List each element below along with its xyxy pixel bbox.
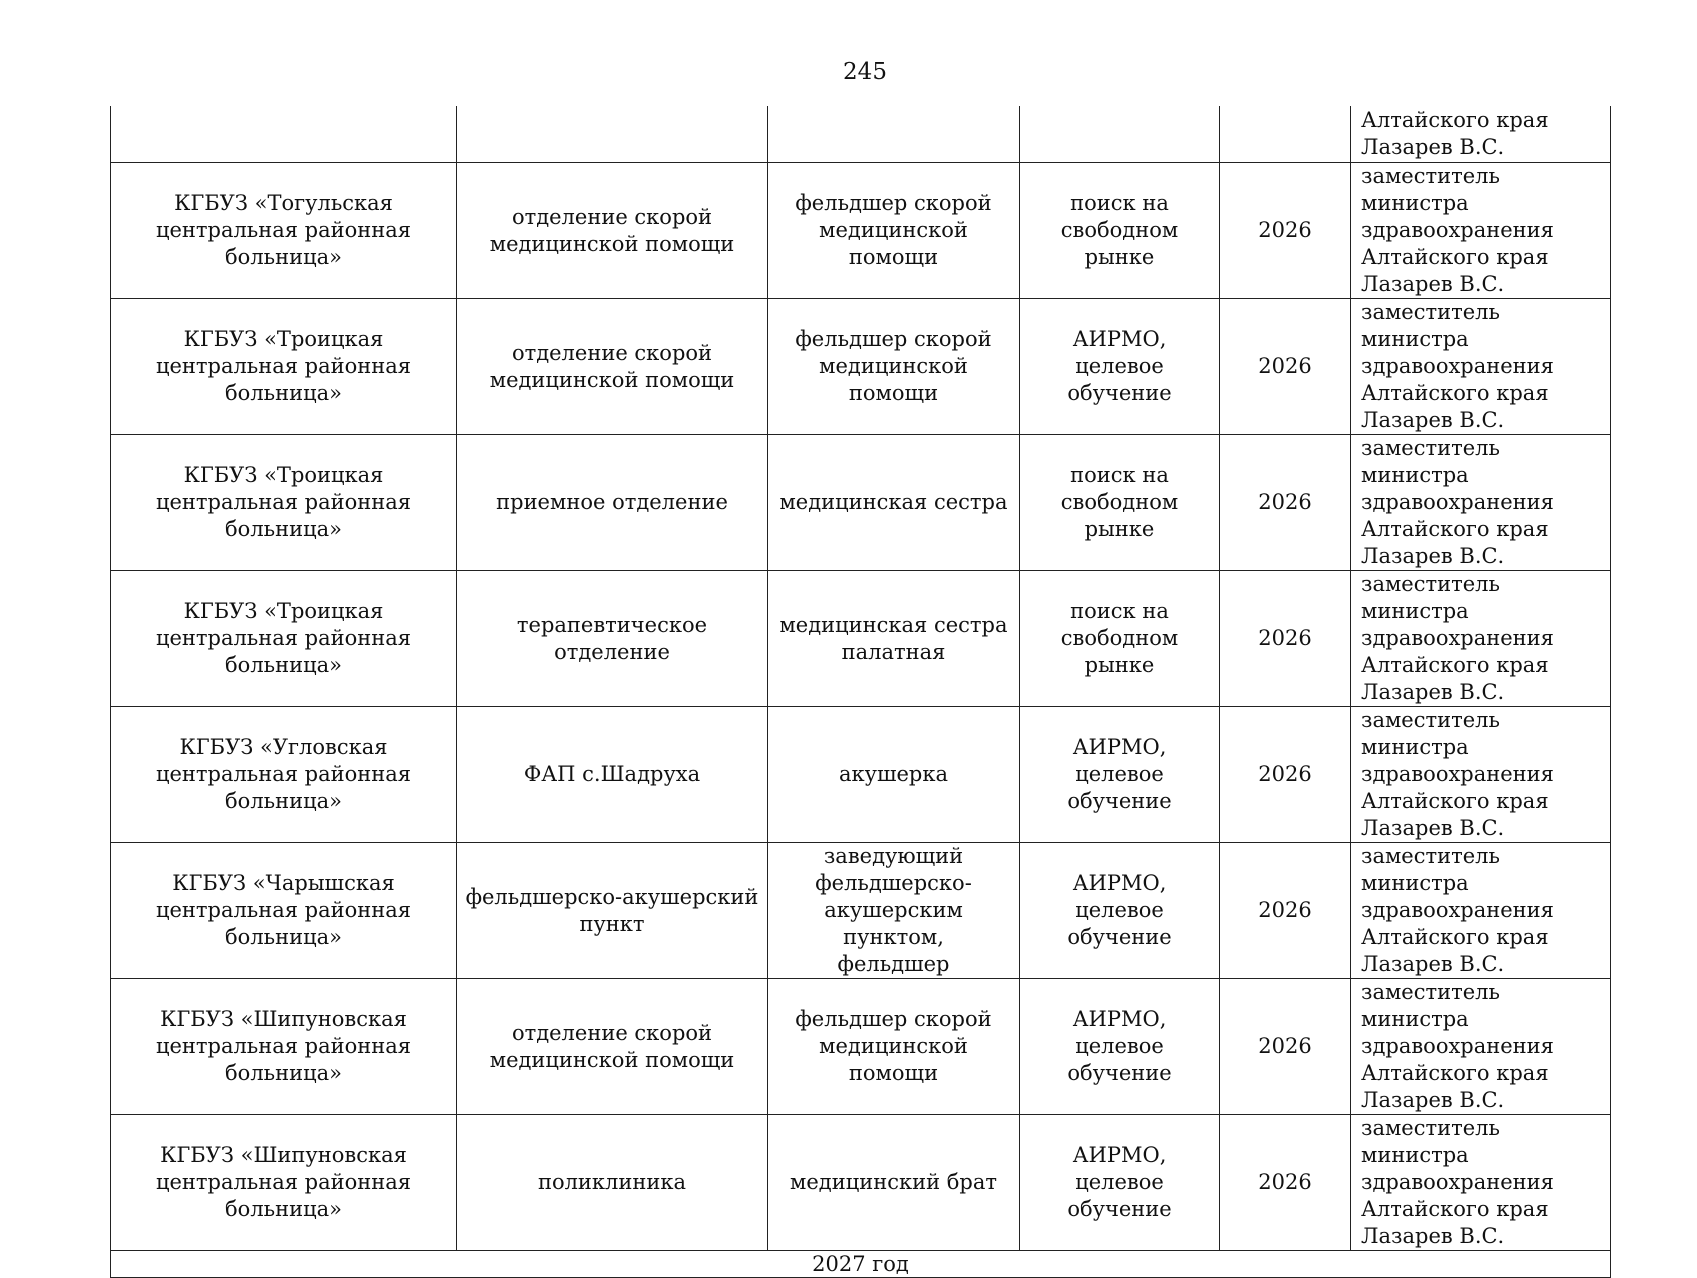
approver-line: Лазарев В.С.: [1361, 272, 1505, 296]
institution-line: КГБУЗ «Троицкая: [183, 463, 384, 487]
cell-position: [768, 707, 1020, 843]
table-row: [111, 299, 1611, 435]
cell-institution: [111, 707, 457, 843]
cell-institution: [111, 435, 457, 571]
approver-line: Лазарев В.С.: [1361, 816, 1505, 840]
approver-line: Лазарев В.С.: [1361, 408, 1505, 432]
position-line: медицинский брат: [790, 1170, 997, 1194]
approver-line: здравоохранения: [1361, 626, 1554, 650]
cell-year: [1220, 571, 1351, 707]
cell-approver: [1351, 106, 1611, 163]
institution-line: центральная районная: [155, 1170, 412, 1194]
approver-line: Лазарев В.С.: [1361, 1088, 1505, 1112]
cell-method: [1020, 571, 1220, 707]
institution-line: больница»: [225, 381, 342, 405]
table-body: [111, 106, 1611, 1278]
cell-year: [1220, 299, 1351, 435]
department-line: медицинской помощи: [489, 367, 735, 392]
staffing-table: [110, 106, 1611, 1278]
approver-line: здравоохранения: [1361, 490, 1554, 514]
table-row: [111, 979, 1611, 1115]
table-row: [111, 435, 1611, 571]
approver-line: Алтайского края: [1361, 1061, 1549, 1085]
institution-line: центральная районная: [155, 762, 412, 786]
approver-line: Алтайского края: [1361, 653, 1549, 677]
method-line: обучение: [1067, 789, 1172, 813]
institution-line: больница»: [225, 925, 342, 949]
cell-institution: [111, 163, 457, 299]
approver-line: Алтайского края: [1361, 925, 1549, 949]
department-line: приемное отделение: [496, 490, 728, 514]
method-line: целевое: [1075, 354, 1164, 378]
position-line: палатная: [841, 639, 946, 664]
approver-line: здравоохранения: [1361, 1170, 1554, 1194]
cell-position: [768, 571, 1020, 707]
cell-method: [1020, 163, 1220, 299]
method-line: поиск на: [1070, 463, 1169, 487]
approver-line: заместитель министра: [1361, 844, 1500, 895]
institution-line: КГБУЗ «Троицкая: [183, 327, 384, 351]
department-line: медицинской помощи: [489, 1047, 735, 1072]
table-row: [111, 707, 1611, 843]
institution-line: центральная районная: [155, 354, 412, 378]
cell-department: [457, 299, 768, 435]
year-value: 2026: [1258, 354, 1312, 378]
cell-institution: [111, 843, 457, 979]
cell-approver: [1351, 571, 1611, 707]
cell-department: [457, 435, 768, 571]
approver-line: здравоохранения: [1361, 218, 1554, 242]
method-line: поиск на: [1070, 599, 1169, 623]
cell-approver: [1351, 979, 1611, 1115]
cell-method: [1020, 299, 1220, 435]
method-line: АИРМО,: [1072, 735, 1167, 759]
approver-line: Алтайского края: [1361, 381, 1549, 405]
method-line: свободном: [1060, 490, 1179, 514]
institution-line: КГБУЗ «Шипуновская: [160, 1143, 407, 1167]
approver-line: заместитель министра: [1361, 572, 1500, 623]
year-value: 2026: [1258, 626, 1312, 650]
cell-year: [1220, 979, 1351, 1115]
method-line: поиск на: [1070, 191, 1169, 215]
position-line: фельдшер скорой: [795, 1007, 992, 1031]
method-line: рынке: [1084, 653, 1155, 677]
method-line: обучение: [1067, 1061, 1172, 1085]
institution-line: КГБУЗ «Троицкая: [183, 599, 384, 623]
table-row: [111, 163, 1611, 299]
approver-line: Лазарев В.С.: [1361, 952, 1505, 976]
method-line: свободном: [1060, 218, 1179, 242]
approver-line: заместитель министра: [1361, 980, 1500, 1031]
method-line: АИРМО,: [1072, 871, 1167, 895]
approver-line: заместитель министра: [1361, 708, 1500, 759]
year-value: 2026: [1258, 490, 1312, 514]
method-line: АИРМО,: [1072, 1007, 1167, 1031]
institution-line: больница»: [225, 653, 342, 677]
approver-line: Алтайского края: [1361, 108, 1549, 132]
position-line: фельдшер скорой: [795, 327, 992, 351]
institution-line: больница»: [225, 789, 342, 813]
approver-line: Алтайского края: [1361, 789, 1549, 813]
cell-approver: [1351, 163, 1611, 299]
method-line: обучение: [1067, 1197, 1172, 1221]
cell-year: [1220, 435, 1351, 571]
institution-line: больница»: [225, 245, 342, 269]
approver-line: заместитель министра: [1361, 300, 1500, 351]
cell-position: [768, 163, 1020, 299]
department-line: отделение скорой: [511, 340, 713, 365]
method-line: обучение: [1067, 925, 1172, 949]
cell-institution: [111, 106, 457, 163]
department-line: фельдшерско-акушерский: [465, 884, 759, 909]
year-value: 2026: [1258, 762, 1312, 786]
approver-line: Лазарев В.С.: [1361, 680, 1505, 704]
cell-institution: [111, 299, 457, 435]
institution-line: центральная районная: [155, 1034, 412, 1058]
method-line: обучение: [1067, 381, 1172, 405]
method-line: целевое: [1075, 762, 1164, 786]
approver-line: Алтайского края: [1361, 245, 1549, 269]
department-line: отделение скорой: [511, 1020, 713, 1045]
cell-institution: [111, 979, 457, 1115]
cell-year: [1220, 106, 1351, 163]
institution-line: КГБУЗ «Тогульская: [174, 191, 393, 215]
cell-approver: [1351, 707, 1611, 843]
cell-year: [1220, 707, 1351, 843]
position-line: медицинской помощи: [819, 1034, 968, 1085]
cell-method: [1020, 106, 1220, 163]
cell-position: [768, 843, 1020, 979]
institution-line: больница»: [225, 1197, 342, 1221]
approver-line: заместитель министра: [1361, 164, 1500, 215]
institution-line: КГБУЗ «Угловская: [179, 735, 388, 759]
institution-line: КГБУЗ «Чарышская: [172, 871, 395, 895]
position-line: фельдшерско-: [815, 871, 972, 895]
year-value: 2026: [1258, 218, 1312, 242]
cell-approver: [1351, 1115, 1611, 1251]
cell-department: [457, 843, 768, 979]
approver-line: Лазарев В.С.: [1361, 135, 1505, 159]
method-line: целевое: [1075, 898, 1164, 922]
cell-position: [768, 299, 1020, 435]
cell-department: [457, 163, 768, 299]
approver-line: заместитель министра: [1361, 436, 1500, 487]
cell-institution: [111, 571, 457, 707]
year-section-row: [111, 1251, 1611, 1278]
approver-line: Лазарев В.С.: [1361, 544, 1505, 568]
method-line: целевое: [1075, 1170, 1164, 1194]
cell-department: [457, 106, 768, 163]
method-line: рынке: [1084, 245, 1155, 269]
cell-year: [1220, 1115, 1351, 1251]
year-value: 2026: [1258, 1170, 1312, 1194]
approver-line: Алтайского края: [1361, 517, 1549, 541]
position-line: медицинской помощи: [819, 218, 968, 269]
table-row: [111, 843, 1611, 979]
cell-department: [457, 707, 768, 843]
department-line: пункт: [579, 911, 645, 936]
position-line: акушерским пунктом,: [824, 898, 963, 949]
position-line: медицинская сестра: [779, 612, 1008, 637]
table-row: [111, 1115, 1611, 1251]
cell-department: [457, 979, 768, 1115]
cell-approver: [1351, 843, 1611, 979]
cell-method: [1020, 435, 1220, 571]
method-line: АИРМО,: [1072, 327, 1167, 351]
cell-year: [1220, 163, 1351, 299]
institution-line: больница»: [225, 517, 342, 541]
method-line: целевое: [1075, 1034, 1164, 1058]
institution-line: центральная районная: [155, 626, 412, 650]
position-line: фельдшер скорой: [795, 191, 992, 215]
position-line: медицинской помощи: [819, 354, 968, 405]
year-section-header: 2027 год: [111, 1251, 1611, 1278]
approver-line: здравоохранения: [1361, 1034, 1554, 1058]
cell-year: [1220, 843, 1351, 979]
department-line: терапевтическое отделение: [516, 612, 708, 664]
year-value: 2026: [1258, 1034, 1312, 1058]
table-row: [111, 571, 1611, 707]
approver-line: заместитель министра: [1361, 1116, 1500, 1167]
cell-department: [457, 571, 768, 707]
approver-line: здравоохранения: [1361, 354, 1554, 378]
cell-approver: [1351, 299, 1611, 435]
cell-method: [1020, 979, 1220, 1115]
cell-method: [1020, 707, 1220, 843]
department-line: поликлиника: [537, 1170, 687, 1194]
approver-line: Алтайского края: [1361, 1197, 1549, 1221]
approver-line: здравоохранения: [1361, 898, 1554, 922]
method-line: АИРМО,: [1072, 1143, 1167, 1167]
cell-position: [768, 1115, 1020, 1251]
cell-position: [768, 435, 1020, 571]
department-line: ФАП с.Шадруха: [523, 762, 701, 786]
cell-department: [457, 1115, 768, 1251]
table-row-continuation: [111, 106, 1611, 163]
approver-line: здравоохранения: [1361, 762, 1554, 786]
position-line: заведующий: [823, 844, 964, 868]
position-line: фельдшер: [837, 952, 950, 976]
department-line: медицинской помощи: [489, 231, 735, 256]
institution-line: больница»: [225, 1061, 342, 1085]
department-line: отделение скорой: [511, 204, 713, 229]
method-line: рынке: [1084, 517, 1155, 541]
position-line: акушерка: [838, 762, 949, 786]
cell-method: [1020, 843, 1220, 979]
cell-approver: [1351, 435, 1611, 571]
method-line: свободном: [1060, 626, 1179, 650]
institution-line: центральная районная: [155, 490, 412, 514]
institution-line: КГБУЗ «Шипуновская: [160, 1007, 407, 1031]
cell-institution: [111, 1115, 457, 1251]
approver-line: Лазарев В.С.: [1361, 1224, 1505, 1248]
position-line: медицинская сестра: [779, 490, 1008, 514]
cell-method: [1020, 1115, 1220, 1251]
cell-position: [768, 979, 1020, 1115]
institution-line: центральная районная: [155, 218, 412, 242]
year-value: 2026: [1258, 898, 1312, 922]
cell-position: [768, 106, 1020, 163]
page-number: 245: [843, 59, 887, 85]
institution-line: центральная районная: [155, 898, 412, 922]
